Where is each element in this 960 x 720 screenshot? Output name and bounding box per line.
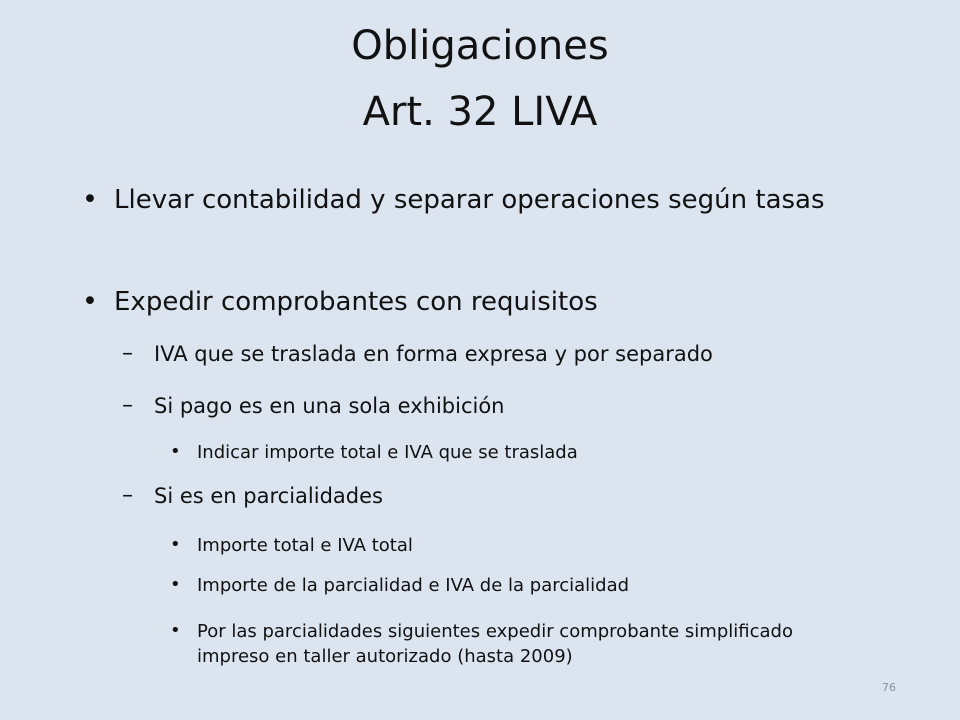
sub2-text: Si pago es en una sola exhibición [154,394,505,418]
sub3-item2-text: Importe de la parcialidad e IVA de la parcialidad [197,575,630,596]
sub3-item1-text: Importe total e IVA total [197,535,413,556]
list-item-sub3-item1 [170,533,870,559]
list-item-sub2-item1 [170,440,870,466]
list-item-bullet2 [82,286,872,322]
dash-glyph: – [122,341,133,366]
bullet-glyph: • [170,574,181,595]
slide-title-line1: Obligaciones [351,23,609,69]
bullet2-text: Expedir comprobantes con requisitos [114,287,598,317]
bullet-glyph: • [170,534,181,555]
bullet-glyph: • [82,184,98,215]
bullet1-text: Llevar contabilidad y separar operaciones según tasas [114,185,825,215]
dash-glyph: – [122,483,133,508]
bullet-glyph: • [170,620,181,641]
list-item-sub2 [122,392,882,422]
bullet-glyph: • [170,441,181,462]
sub3-text: Si es en parcialidades [154,484,383,508]
page-number: 76 [882,681,896,694]
sub1-text: IVA que se traslada en forma expresa y por separado [154,342,713,366]
sub3-item3-text: Por las parcialidades siguientes expedir comprobante simplificado impreso en taller autorizado (hasta 2009) [197,621,793,667]
sub2-item1-text: Indicar importe total e IVA que se traslada [197,442,578,463]
dash-glyph: – [122,393,133,418]
list-item-sub3-item3 [170,619,870,673]
list-item-sub3-item2 [170,573,870,599]
slide-title-line2: Art. 32 LIVA [362,89,598,135]
list-item-sub1 [122,340,882,370]
bullet-glyph: • [82,286,98,317]
list-item-bullet1 [82,184,872,254]
list-item-sub3 [122,482,882,512]
